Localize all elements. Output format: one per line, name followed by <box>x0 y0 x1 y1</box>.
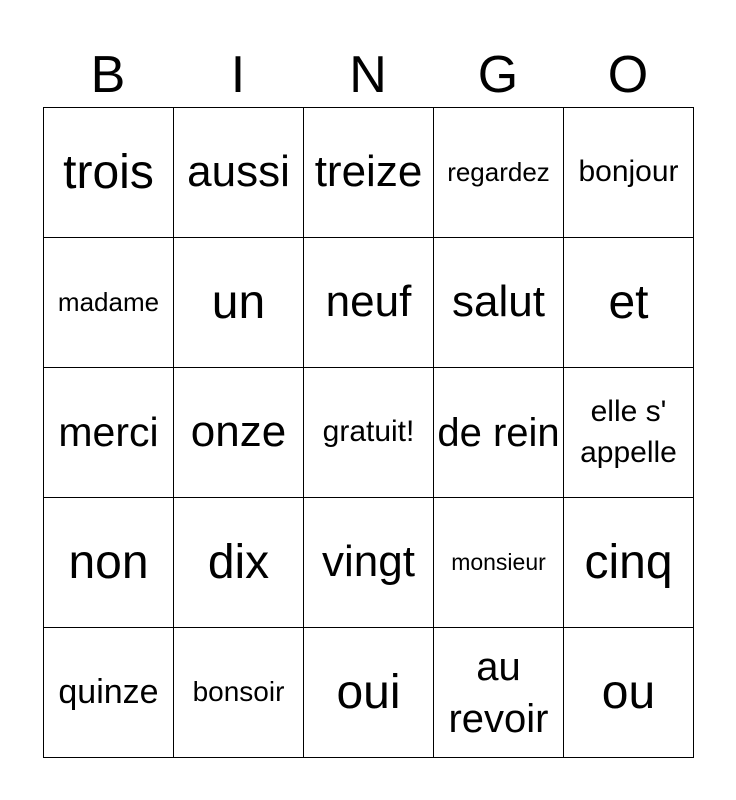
bingo-cell-r2-c3[interactable] <box>304 238 434 368</box>
bingo-board <box>43 107 694 758</box>
header-letter-i: I <box>230 46 246 104</box>
bingo-cell-r4-c4[interactable] <box>434 498 564 628</box>
bingo-cell-r1-c2[interactable] <box>174 108 304 238</box>
bingo-cell-r4-c5[interactable] <box>564 498 694 628</box>
cell-word: un <box>211 275 266 329</box>
bingo-cell-r2-c2[interactable] <box>174 238 304 368</box>
cell-word: aussi <box>187 147 290 197</box>
cell-word: bonjour <box>578 155 679 189</box>
cell-word: bonsoir <box>192 676 285 708</box>
bingo-cell-r4-c3[interactable] <box>304 498 434 628</box>
bingo-cell-r1-c4[interactable] <box>434 108 564 238</box>
cell-word: merci <box>58 408 159 455</box>
bingo-cell-r5-c1[interactable] <box>44 628 174 758</box>
bingo-cell-r5-c5[interactable] <box>564 628 694 758</box>
bingo-cell-r3-c3[interactable] <box>304 368 434 498</box>
header-letter-g: G <box>477 46 519 104</box>
cell-word: madame <box>57 286 160 317</box>
bingo-cell-r3-c1[interactable] <box>44 368 174 498</box>
cell-word: treize <box>314 147 423 197</box>
bingo-cell-r1-c5[interactable] <box>564 108 694 238</box>
cell-word: monsieur <box>451 549 546 576</box>
cell-word: salut <box>452 277 545 327</box>
cell-word: quinze <box>58 672 159 711</box>
cell-word: au revoir <box>448 644 549 741</box>
bingo-cell-r1-c3[interactable] <box>304 108 434 238</box>
cell-word: elle s' appelle <box>580 395 677 469</box>
bingo-cell-r3-c4[interactable] <box>434 368 564 498</box>
bingo-cell-r4-c2[interactable] <box>174 498 304 628</box>
cell-word: de rein <box>437 410 560 455</box>
bingo-cell-r3-c2[interactable] <box>174 368 304 498</box>
cell-word: onze <box>190 407 287 457</box>
header-letter-o: O <box>607 46 649 104</box>
bingo-cell-r2-c1[interactable] <box>44 238 174 368</box>
cell-word: ou <box>601 665 656 719</box>
header-letter-n: N <box>349 46 387 104</box>
cell-word: et <box>608 275 649 329</box>
bingo-cell-r1-c1[interactable] <box>44 108 174 238</box>
bingo-cell-r2-c5[interactable] <box>564 238 694 368</box>
cell-word: non <box>68 535 149 589</box>
bingo-cell-r2-c4[interactable] <box>434 238 564 368</box>
cell-word: regardez <box>447 156 550 187</box>
bingo-cell-r5-c4[interactable] <box>434 628 564 758</box>
bingo-cell-r5-c3[interactable] <box>304 628 434 758</box>
cell-word: oui <box>336 665 401 719</box>
header-letter-b: B <box>90 46 126 104</box>
cell-word: vingt <box>322 537 415 587</box>
bingo-cell-r5-c2[interactable] <box>174 628 304 758</box>
cell-word: dix <box>207 535 270 589</box>
cell-word: trois <box>63 145 154 199</box>
bingo-header <box>43 44 693 106</box>
bingo-cell-r4-c1[interactable] <box>44 498 174 628</box>
cell-word: gratuit! <box>322 415 415 449</box>
bingo-cell-r3-c5[interactable] <box>564 368 694 498</box>
cell-word: neuf <box>325 277 412 327</box>
cell-word: cinq <box>584 535 673 589</box>
